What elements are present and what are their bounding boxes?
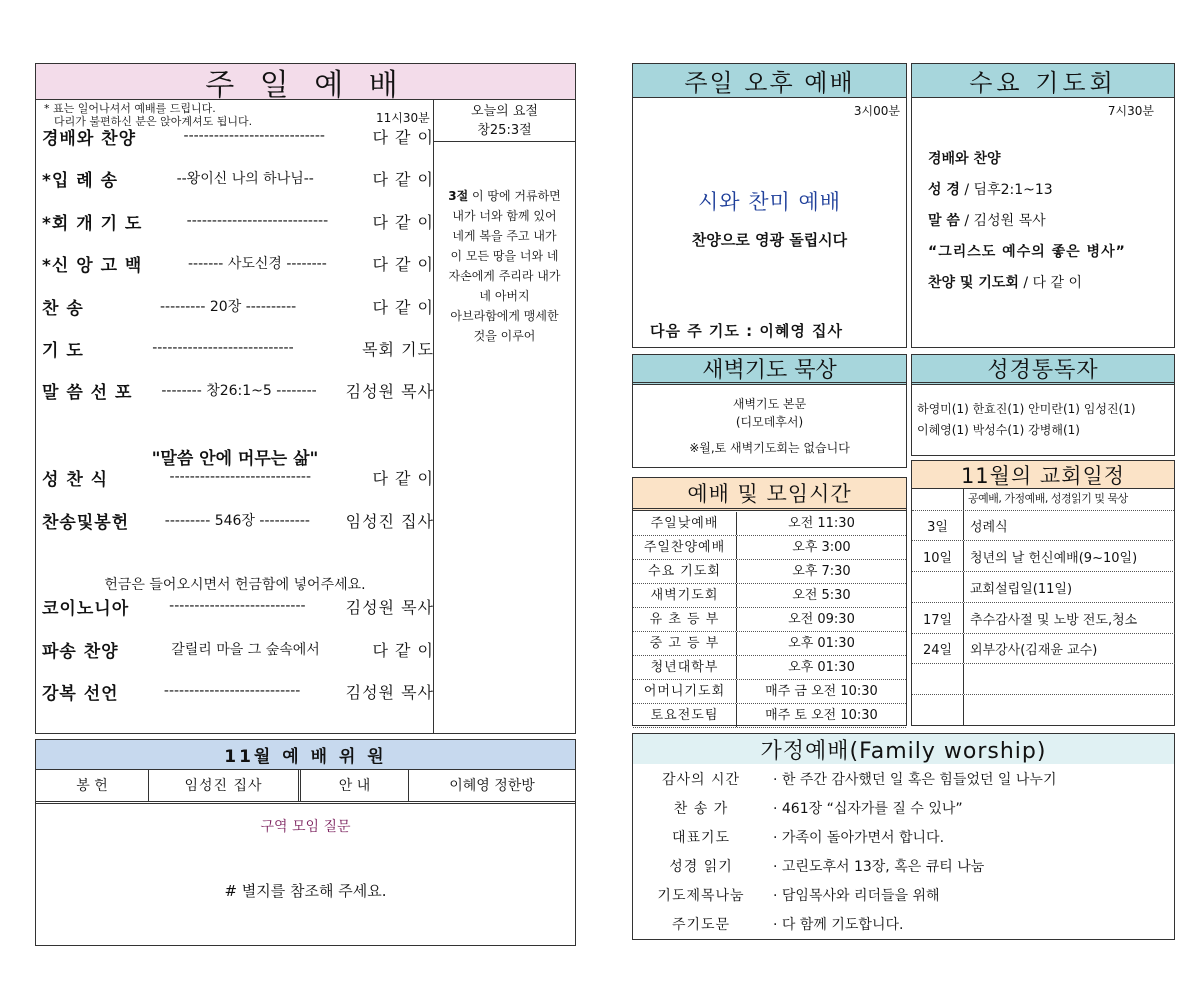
- afternoon-time: 3시00분: [853, 104, 900, 118]
- wed-sermon-label: 말 씀: [928, 213, 960, 229]
- order-row: [42, 500, 434, 540]
- calendar-row: [912, 541, 1175, 572]
- order-row: [42, 328, 434, 368]
- meeting-name: 어머니기도회: [633, 680, 737, 703]
- meeting-row: [633, 536, 906, 560]
- family-worship-title: 가정예배(Family worship): [633, 734, 1174, 764]
- family-row: [633, 851, 1174, 880]
- calendar-event: 청년의 날 헌신예배(9~10일): [970, 550, 1138, 566]
- wed-line-1: 경배와 찬양: [928, 151, 1001, 167]
- family-row: [633, 880, 1174, 909]
- order-leader: 목회 기도: [362, 339, 434, 359]
- order-row: [42, 243, 434, 283]
- meeting-name: 수요 기도회: [633, 560, 737, 583]
- committee-table: [36, 770, 575, 804]
- order-leader: 다 같 이: [372, 212, 434, 232]
- family-item-label: 감사의 시간: [661, 771, 741, 788]
- order-label: *회 개 기 도: [42, 213, 143, 234]
- verse-number: 3절: [448, 189, 469, 203]
- verse-line: 아브라함에게 맹세한: [450, 309, 559, 323]
- meeting-time: 매주 토 오전 10:30: [765, 708, 878, 723]
- wed-line-5: [928, 268, 1126, 299]
- afternoon-main: 시와 찬미 예배: [697, 190, 842, 214]
- calendar-header: [912, 489, 1174, 511]
- dawn-line-3: ※월,토 새벽기도회는 없습니다: [689, 441, 850, 455]
- dawn-line-1: 새벽기도 본문: [732, 397, 807, 411]
- offering-label: 봉 헌: [36, 770, 149, 801]
- order-label: 성 찬 식: [42, 469, 109, 490]
- meeting-name: 주일낮예배: [633, 512, 737, 535]
- calendar-title: 11월의 교회일정: [912, 461, 1174, 489]
- bible-readers-title: 성경통독자: [912, 355, 1174, 385]
- order-label: 찬 송: [42, 298, 84, 319]
- calendar-event: 외부강사(김재윤 교수): [970, 643, 1098, 658]
- verse-line: 네게 복을 주고 내가: [452, 229, 557, 243]
- family-item-label: 찬 송 가: [673, 800, 729, 817]
- family-item-value: · 한 주간 감사했던 일 혹은 힘들었던 일 나누기: [773, 771, 1057, 788]
- calendar-header-text: 공예배, 가정예배, 성경읽기 및 묵상: [968, 492, 1128, 505]
- order-row: [42, 671, 434, 711]
- order-leader: 김성원 목사: [345, 597, 434, 617]
- order-label: 코이노니아: [42, 598, 130, 619]
- sunday-service-panel: [35, 63, 576, 734]
- calendar-row: [912, 695, 1175, 725]
- order-detail: --왕이신 나의 하나님--: [176, 171, 314, 187]
- wed-scripture-label: 성 경: [928, 182, 960, 198]
- order-label: 파송 찬양: [42, 641, 119, 662]
- wed-praise-label: 찬양 및 기도회: [928, 275, 1019, 291]
- order-row: [42, 629, 434, 669]
- order-detail: ----------------------------: [183, 128, 325, 144]
- wednesday-title: 수요 기도회: [912, 64, 1174, 98]
- calendar-row: [912, 603, 1175, 634]
- calendar-row: [912, 572, 1175, 603]
- verse-reference: 창25:3절: [477, 123, 532, 138]
- order-row: [42, 116, 434, 156]
- dawn-content: [633, 395, 906, 457]
- family-item-value: · 가족이 돌아가면서 합니다.: [773, 829, 945, 846]
- verse-line: 것을 이루어: [473, 329, 536, 343]
- wed-line-3: [928, 206, 1126, 237]
- family-item-value: · 다 함께 기도합니다.: [773, 916, 904, 933]
- order-label: 강복 선언: [42, 683, 119, 704]
- verse-panel: [434, 100, 575, 142]
- verse-line: 내가 너와 함께 있어: [452, 209, 557, 223]
- calendar-day: 24일: [912, 634, 964, 663]
- offering-note: 헌금은 들어오시면서 헌금함에 넣어주세요.: [104, 577, 366, 593]
- family-worship-panel: [632, 733, 1175, 940]
- calendar-row: [912, 664, 1175, 695]
- dawn-panel: [632, 354, 907, 468]
- stand-note-line-2: 다리가 불편하신 분은 앉아계셔도 됩니다.: [54, 115, 253, 128]
- order-detail: ----------------------------: [186, 213, 329, 229]
- order-leader: 김성원 목사: [345, 682, 434, 702]
- order-detail: ------- 사도신경 --------: [188, 256, 327, 272]
- order-label: *입 례 송: [42, 170, 118, 191]
- meeting-row: [633, 608, 906, 632]
- sunday-service-title: 주 일 예 배: [36, 64, 575, 100]
- meeting-row: [633, 560, 906, 584]
- calendar-event: 성례식: [970, 520, 1008, 535]
- meeting-time: 오후 7:30: [792, 564, 851, 579]
- stand-note-line-1: * 표는 일어나셔서 예배를 드립니다.: [44, 102, 216, 115]
- order-detail: ----------------------------: [152, 340, 294, 356]
- order-leader: 다 같 이: [372, 169, 434, 189]
- order-label: 기 도: [42, 340, 84, 361]
- meeting-row: [633, 584, 906, 608]
- meeting-time: 오후 01:30: [788, 660, 855, 675]
- order-leader: 임성진 집사: [345, 511, 434, 531]
- verse-text: [436, 186, 573, 346]
- meeting-name: 주일찬양예배: [633, 536, 737, 559]
- wed-praise-who: / 다 같 이: [1023, 275, 1082, 291]
- order-label: 경배와 찬양: [42, 128, 137, 149]
- order-label: *신 앙 고 백: [42, 255, 143, 276]
- wed-scripture: / 딤후2:1~13: [964, 182, 1053, 198]
- usher-label: 안 내: [301, 770, 409, 801]
- family-row: [633, 764, 1174, 793]
- calendar-row: [912, 511, 1175, 541]
- usher-name: 이혜영 정한방: [449, 778, 535, 794]
- afternoon-sub: 찬양으로 영광 돌립시다: [691, 231, 848, 249]
- wednesday-content: [928, 144, 1126, 299]
- meeting-row: [633, 704, 906, 728]
- meeting-times-panel: [632, 477, 907, 726]
- verse-line: 이 모든 땅을 너와 네: [450, 249, 559, 263]
- calendar-row: [912, 634, 1175, 664]
- group-question: 구역 모임 질문: [260, 819, 351, 835]
- calendar-header-spacer: [912, 489, 964, 510]
- verse-line: 네 아버지: [479, 289, 530, 303]
- meeting-name: 새벽기도회: [633, 584, 737, 607]
- offering-name: 임성진 집사: [149, 770, 301, 801]
- order-leader: 다 같 이: [372, 640, 434, 660]
- calendar-day: [912, 572, 964, 602]
- family-item-value: · 461장 “십자가를 질 수 있나”: [773, 800, 963, 817]
- service-time: 11시30분: [376, 111, 430, 125]
- meeting-row: [633, 512, 906, 536]
- family-item-label: 성경 읽기: [669, 858, 733, 875]
- committee-title: 11월 예 배 위 원: [36, 740, 575, 770]
- wednesday-time: 7시30분: [1107, 104, 1154, 118]
- wed-preacher: / 김성원 목사: [964, 213, 1046, 229]
- order-row: [42, 158, 434, 198]
- calendar-day: 17일: [912, 603, 964, 633]
- order-leader: 다 같 이: [372, 254, 434, 274]
- verse-line: 자손에게 주리라 내가: [448, 269, 561, 283]
- meeting-name: 토요전도팀: [633, 704, 737, 727]
- order-label: 말 씀 선 포: [42, 382, 133, 403]
- order-leader: 다 같 이: [372, 468, 434, 488]
- verse-heading: 오늘의 요절: [471, 104, 538, 119]
- calendar-panel: [911, 460, 1175, 726]
- family-row: [633, 822, 1174, 851]
- see-insert-note: # 별지를 참조해 주세요.: [224, 882, 387, 900]
- family-row: [633, 909, 1174, 938]
- meeting-time: 오전 5:30: [792, 588, 851, 603]
- bible-readers-panel: [911, 354, 1175, 456]
- meeting-row: [633, 656, 906, 680]
- order-leader: 다 같 이: [372, 127, 434, 147]
- readers-line-2: 이혜영(1) 박성수(1) 강병해(1): [917, 423, 1080, 437]
- meeting-name: 중 고 등 부: [633, 632, 737, 655]
- dawn-line-2: (디모데후서): [735, 415, 804, 429]
- afternoon-panel: [632, 63, 907, 348]
- family-item-value: · 담임목사와 리더들을 위해: [773, 887, 940, 904]
- calendar-day: 3일: [912, 511, 964, 540]
- calendar-day: [912, 695, 964, 725]
- wed-sermon-title: “그리스도 예수의 좋은 병사”: [928, 244, 1126, 260]
- meeting-time: 오전 11:30: [788, 516, 855, 531]
- family-item-value: · 고린도후서 13장, 혹은 큐티 나눔: [773, 858, 985, 875]
- wednesday-panel: [911, 63, 1175, 348]
- calendar-event: 추수감사절 및 노방 전도,청소: [970, 612, 1138, 628]
- order-detail: ---------------------------: [169, 598, 306, 614]
- order-label: 찬송및봉헌: [42, 512, 130, 533]
- meeting-row: [633, 632, 906, 656]
- sermon-title: "말씀 안에 머무는 삶": [151, 449, 319, 469]
- family-item-label: 기도제목나눔: [657, 887, 745, 904]
- meeting-name: 청년대학부: [633, 656, 737, 679]
- meeting-time: 오후 01:30: [788, 636, 855, 651]
- next-prayer: 다음 주 기도 : 이혜영 집사: [650, 322, 844, 340]
- verse-line-0: 이 땅에 거류하면: [472, 189, 561, 203]
- order-row: [42, 286, 434, 326]
- committee-panel: [35, 739, 576, 946]
- order-detail: ---------------------------: [163, 683, 301, 699]
- meeting-row: [633, 680, 906, 704]
- meeting-name: 유 초 등 부: [633, 608, 737, 631]
- order-leader: 다 같 이: [372, 297, 434, 317]
- afternoon-title: 주일 오후 예배: [633, 64, 906, 98]
- order-detail: -------- 창26:1~5 --------: [161, 383, 317, 399]
- family-row: [633, 793, 1174, 822]
- bible-readers-list: [917, 399, 1136, 441]
- readers-line-1: 하영미(1) 한효진(1) 안미란(1) 임성진(1): [917, 402, 1136, 416]
- meeting-times-title: 예배 및 모임시간: [633, 478, 906, 511]
- family-item-label: 대표기도: [671, 829, 731, 846]
- order-row: [42, 201, 434, 241]
- dawn-title: 새벽기도 묵상: [633, 355, 906, 385]
- calendar-day: 10일: [912, 541, 964, 571]
- order-detail: --------- 546장 ----------: [164, 513, 310, 529]
- calendar-event: 교회설립일(11일): [970, 581, 1073, 597]
- order-detail: 갈릴리 마을 그 숲속에서: [171, 642, 320, 658]
- wed-line-2: [928, 175, 1126, 206]
- order-leader: 김성원 목사: [345, 381, 434, 401]
- meeting-time: 매주 금 오전 10:30: [765, 684, 878, 699]
- order-row: [42, 370, 434, 410]
- meeting-time: 오전 09:30: [788, 612, 855, 627]
- family-item-label: 주기도문: [671, 916, 731, 933]
- order-detail: --------- 20장 ----------: [159, 299, 297, 315]
- order-detail: ----------------------------: [169, 469, 311, 485]
- calendar-day: [912, 664, 964, 694]
- meeting-time: 오후 3:00: [792, 540, 851, 555]
